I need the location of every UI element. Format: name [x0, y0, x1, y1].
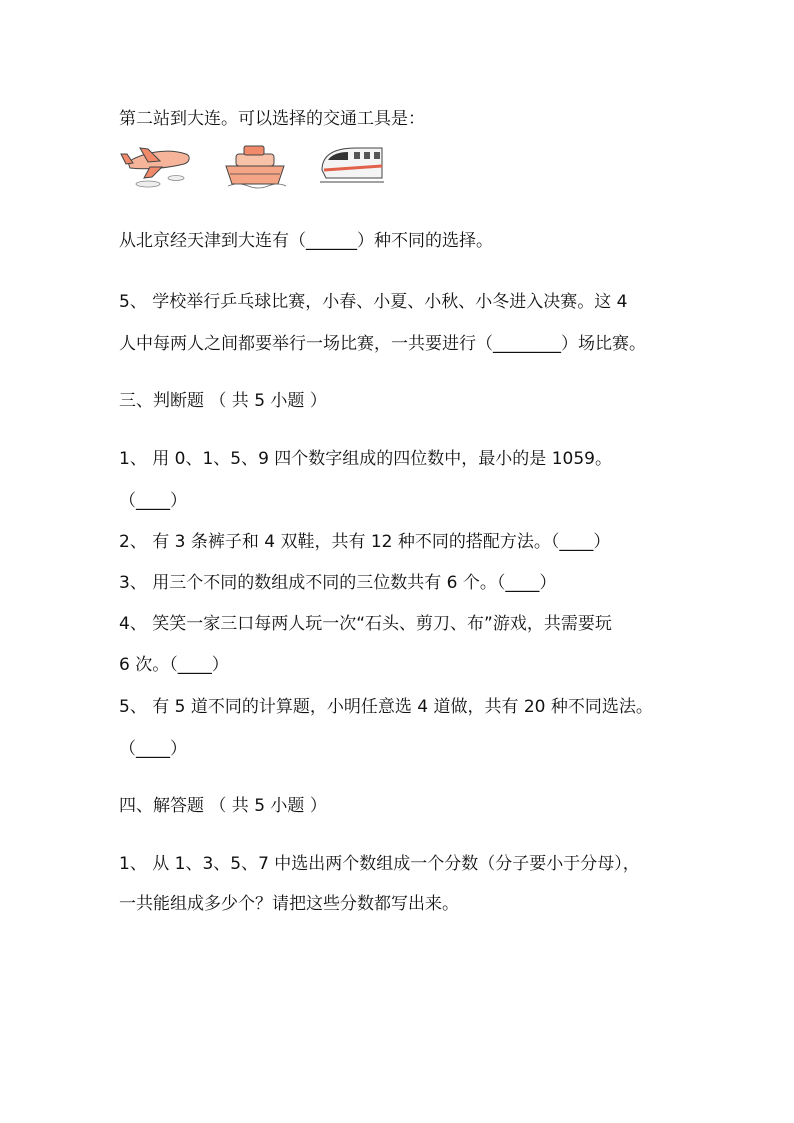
judge-5-line1: 5、 有 5 道不同的计算题，小明任意选 4 道做，共有 20 种不同选法。 — [119, 697, 653, 717]
judge-4-line2: 6 次。（____） — [119, 655, 229, 675]
section-3-title: 三、判断题 （ 共 5 小题 ） — [119, 391, 327, 411]
section-4-title: 四、解答题 （ 共 5 小题 ） — [119, 796, 327, 816]
judge-3: 3、 用三个不同的数组成不同的三位数共有 6 个。（____） — [119, 573, 557, 593]
answer-1-line2: 一共能组成多少个？请把这些分数都写出来。 — [119, 894, 459, 914]
route-question: 从北京经天津到大连有（______）种不同的选择。 — [119, 231, 493, 251]
judge-1-line1: 1、 用 0、1、5、9 四个数字组成的四位数中，最小的是 1059。 — [119, 449, 612, 469]
judge-2: 2、 有 3 条裤子和 4 双鞋，共有 12 种不同的搭配方法。（____） — [119, 532, 611, 552]
judge-4-line1: 4、 笑笑一家三口每两人玩一次“石头、剪刀、布”游戏，共需要玩 — [119, 614, 612, 634]
question-5-line1: 5、 学校举行乒乓球比赛，小春、小夏、小秋、小冬进入决赛。这 4 — [119, 292, 628, 312]
train-icon — [316, 140, 386, 190]
question-5-line2: 人中每两人之间都要举行一场比赛，一共要进行（________）场比赛。 — [119, 334, 646, 354]
airplane-icon — [118, 140, 193, 190]
judge-5-line2: （____） — [119, 739, 187, 759]
answer-1-line1: 1、 从 1、3、5、7 中选出两个数组成一个分数（分子要小于分母）， — [119, 854, 640, 874]
transport-images — [118, 140, 398, 195]
stop2-text: 第二站到大连。可以选择的交通工具是： — [119, 109, 425, 129]
ship-icon — [222, 140, 288, 190]
judge-1-line2: （____） — [119, 491, 187, 511]
